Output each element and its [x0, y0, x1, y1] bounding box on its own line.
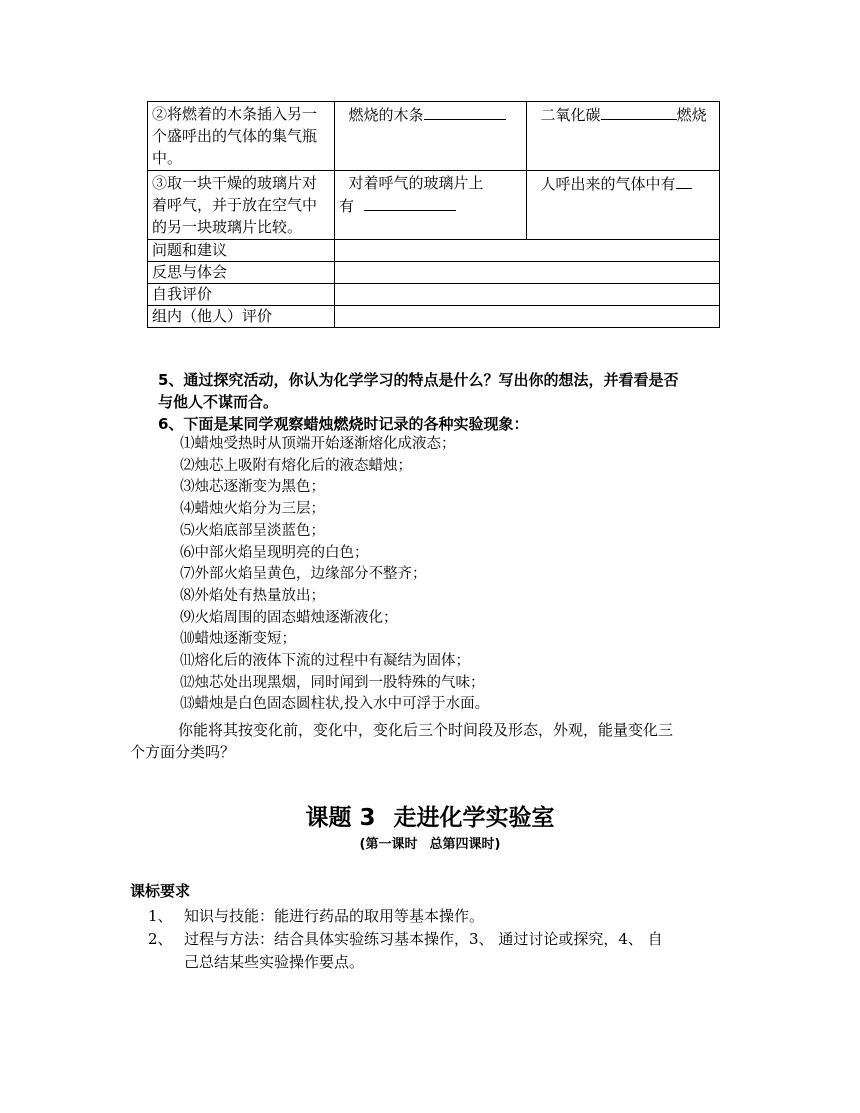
phenomenon-text: 对着呼气的玻璃片上: [348, 174, 484, 192]
list-item: ⑼火焰周围的固态蜡烛逐渐液化；: [180, 609, 398, 626]
list-item: ⑽蜡烛逐渐变短；: [180, 631, 296, 648]
requirement-text: 过程与方法：结合具体实验练习基本操作，3、 通过讨论或探究，4、 自: [184, 930, 663, 948]
table-row: [148, 262, 720, 284]
requirements-heading: 课标要求: [130, 882, 191, 900]
requirement-continuation: 己总结某些实验操作要点。: [184, 953, 365, 971]
question-6-heading: 6、下面是某同学观察蜡烛燃烧时记录的各种实验现象：: [158, 415, 529, 433]
table-row: [148, 306, 720, 328]
question-6-prompt: 你能将其按变化前，变化中，变化后三个时间段及形态，外观，能量变化三: [178, 721, 674, 739]
answer-blank[interactable]: [676, 172, 692, 189]
question-5-line2: 与他人不谋而合。: [158, 393, 279, 411]
conclusion-cell: [527, 102, 720, 171]
label-cell: 组内（他人）评价: [148, 306, 335, 328]
phenomenon-cell: [335, 102, 527, 171]
list-item: ⑹中部火焰呈现明亮的白色；: [180, 544, 369, 561]
table-row: [148, 171, 720, 240]
step-cell: ③取一块干燥的玻璃片对着呼气，并于放在空气中的另一块玻璃片比较。: [148, 171, 335, 240]
lesson-name: 走进化学实验室: [393, 805, 555, 831]
observation-list: [180, 434, 489, 716]
phenomenon-text: 燃烧的木条: [348, 106, 424, 124]
experiment-table: [147, 101, 720, 328]
step-cell: ②将燃着的木条插入另一个盛呼出的气体的集气瓶中。: [148, 102, 335, 171]
answer-cell[interactable]: [335, 262, 720, 284]
list-item: ⑻外焰处有热量放出；: [180, 587, 325, 604]
answer-blank[interactable]: [601, 103, 677, 120]
label-cell: 自我评价: [148, 284, 335, 306]
requirement-item: [148, 905, 484, 927]
table-row: [148, 102, 720, 171]
list-item: ⑴蜡烛受热时从顶端开始逐渐熔化成液态；: [180, 436, 456, 452]
list-item: ⒀蜡烛是白色固态圆柱状,投入水中可浮于水面。: [180, 696, 490, 713]
conclusion-text: 燃烧: [676, 106, 707, 124]
phenomenon-text: 有: [339, 197, 355, 215]
phenomenon-cell: [335, 171, 527, 240]
list-item: ⑺外部火焰呈黄色，边缘部分不整齐；: [180, 566, 427, 583]
requirement-number: 2、: [148, 930, 173, 948]
list-item: ⑵烛芯上吸附有熔化后的液态蜡烛；: [180, 457, 412, 474]
list-item: ⑶烛芯逐渐变为黑色；: [180, 479, 325, 496]
list-item: ⑷蜡烛火焰分为三层；: [180, 501, 325, 518]
conclusion-text: 二氧化碳: [540, 106, 601, 124]
requirement-text: 知识与技能：能进行药品的取用等基本操作。: [184, 907, 485, 925]
answer-cell[interactable]: [335, 284, 720, 306]
list-item: ⑾熔化后的液体下流的过程中有凝结为固体；: [180, 653, 470, 670]
lesson-subtitle: [0, 836, 860, 854]
list-item: ⑿烛芯处出现黑烟，同时闻到一股特殊的气味；: [180, 674, 485, 691]
requirement-number: 1、: [148, 907, 173, 925]
question-5-line1: 5、通过探究活动，你认为化学学习的特点是什么？写出你的想法，并看看是否: [158, 371, 679, 389]
answer-cell[interactable]: [335, 306, 720, 328]
answer-blank[interactable]: [364, 194, 456, 211]
label-cell: 问题和建议: [148, 240, 335, 262]
lesson-title: [0, 803, 860, 833]
question-6-prompt-continued: 个方面分类吗？: [130, 743, 236, 761]
conclusion-cell: [527, 171, 720, 240]
subtitle-part: (第一课时: [359, 837, 418, 852]
list-item: ⑸火焰底部呈淡蓝色；: [180, 522, 325, 539]
requirement-item: [148, 928, 663, 950]
conclusion-text: 人呼出来的气体中有: [540, 175, 676, 193]
answer-blank[interactable]: [424, 103, 506, 120]
label-cell: 反思与体会: [148, 262, 335, 284]
table-row: [148, 284, 720, 306]
answer-cell[interactable]: [335, 240, 720, 262]
table-row: [148, 240, 720, 262]
lesson-number: 课题 3: [305, 805, 376, 831]
subtitle-part: 总第四课时): [429, 837, 501, 852]
